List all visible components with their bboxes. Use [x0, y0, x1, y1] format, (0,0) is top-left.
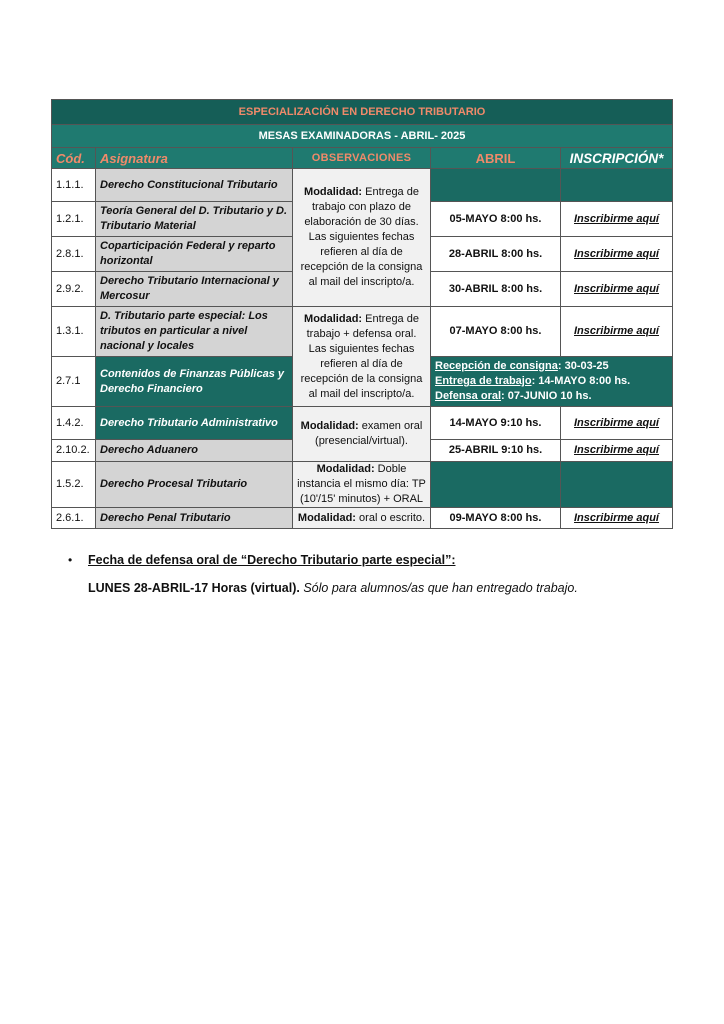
- obs-text: Doble instancia el mismo día: TP (10'/15' minutos) + ORAL: [297, 463, 426, 505]
- row-fecha: 05-MAYO 8:00 hs.: [431, 202, 561, 237]
- row-cod: 1.3.1.: [52, 307, 96, 357]
- obs-label: Modalidad:: [304, 312, 363, 325]
- row-cod: 2.8.1.: [52, 237, 96, 272]
- observaciones-group-3: [293, 407, 431, 462]
- row-fecha: 30-ABRIL 8:00 hs.: [431, 272, 561, 307]
- header-asignatura: Asignatura: [96, 148, 293, 169]
- recepcion-value: : 30-03-25: [557, 360, 609, 372]
- defensa-value: : 07-JUNIO 10 hs.: [501, 390, 592, 402]
- obs-text: Entrega de trabajo con plazo de elaboración de 30 días. Las siguientes fechas refieren al día de recepción de la consigna al mail del inscripto/a.: [300, 186, 423, 288]
- row-asignatura: Derecho Tributario Administrativo: [96, 407, 293, 440]
- row-cod: 1.1.1.: [52, 169, 96, 202]
- row-fecha: 28-ABRIL 8:00 hs.: [431, 237, 561, 272]
- table-row: [52, 169, 673, 202]
- row-cod: 2.9.2.: [52, 272, 96, 307]
- inscribirme-link[interactable]: Inscribirme aquí: [561, 407, 673, 440]
- inscribirme-link[interactable]: Inscribirme aquí: [561, 440, 673, 462]
- row-asignatura: Derecho Penal Tributario: [96, 508, 293, 529]
- table-row: [52, 508, 673, 529]
- table-row: [52, 307, 673, 357]
- row-asignatura: Contenidos de Finanzas Públicas y Derecho Financiero: [96, 357, 293, 407]
- row-cod: 1.4.2.: [52, 407, 96, 440]
- row-asignatura: D. Tributario parte especial: Los tributos en particular a nivel nacional y locales: [96, 307, 293, 357]
- exam-schedule-table: [51, 99, 673, 529]
- observaciones-group-1: [293, 169, 431, 307]
- inscribirme-link[interactable]: Inscribirme aquí: [561, 307, 673, 357]
- row-asignatura: Coparticipación Federal y reparto horizontal: [96, 237, 293, 272]
- obs-label: Modalidad:: [316, 463, 375, 475]
- inscribirme-link[interactable]: Inscribirme aquí: [561, 202, 673, 237]
- note-date: LUNES 28-ABRIL-17 Horas (virtual).: [88, 581, 300, 595]
- obs-label: Modalidad:: [300, 420, 359, 432]
- row-asignatura: Teoría General del D. Tributario y D. Tributario Material: [96, 202, 293, 237]
- row-asignatura: Derecho Tributario Internacional y Mercosur: [96, 272, 293, 307]
- inscribirme-link[interactable]: Inscribirme aquí: [561, 237, 673, 272]
- row-cod: 2.6.1.: [52, 508, 96, 529]
- table-row: [52, 462, 673, 508]
- row-asignatura: Derecho Aduanero: [96, 440, 293, 462]
- row-cod: 2.10.2.: [52, 440, 96, 462]
- obs-text: examen oral (presencial/virtual).: [315, 420, 423, 447]
- note-heading: Fecha de defensa oral de “Derecho Tributario parte especial”:: [88, 553, 456, 567]
- obs-text: Entrega de trabajo + defensa oral. Las siguientes fechas refieren al día de recepción de la consigna al mail del inscripto/a.: [300, 312, 423, 400]
- row-asignatura: Derecho Constitucional Tributario: [96, 169, 293, 202]
- row-fecha-empty: [431, 169, 561, 202]
- observaciones-group-2: [293, 307, 431, 407]
- row-fecha: 25-ABRIL 9:10 hs.: [431, 440, 561, 462]
- row-fecha: 07-MAYO 8:00 hs.: [431, 307, 561, 357]
- row-fecha-empty: [431, 462, 561, 508]
- header-abril: ABRIL: [431, 148, 561, 169]
- obs-text: oral o escrito.: [355, 511, 426, 524]
- row-cod: 1.2.1.: [52, 202, 96, 237]
- table-row: [52, 407, 673, 440]
- obs-label: Modalidad:: [297, 511, 356, 524]
- row-cod: 1.5.2.: [52, 462, 96, 508]
- inscribirme-link[interactable]: Inscribirme aquí: [561, 508, 673, 529]
- table-header-row: [52, 148, 673, 169]
- row-asignatura: Derecho Procesal Tributario: [96, 462, 293, 508]
- row-inscripcion-empty: [561, 169, 673, 202]
- row-cod: 2.7.1: [52, 357, 96, 407]
- note-detail: Sólo para alumnos/as que han entregado trabajo.: [299, 581, 578, 595]
- entrega-label: Entrega de trabajo: [435, 375, 532, 387]
- entrega-value: : 14-MAYO 8:00 hs.: [531, 375, 631, 387]
- row-fecha: 09-MAYO 8:00 hs.: [431, 508, 561, 529]
- recepcion-label: Recepción de consigna: [435, 360, 558, 372]
- bullet-icon: •: [68, 553, 73, 567]
- header-cod: Cód.: [52, 148, 96, 169]
- observaciones-group-5: [293, 508, 431, 529]
- row-inscripcion-empty: [561, 462, 673, 508]
- obs-label: Modalidad:: [304, 186, 363, 198]
- header-observaciones: OBSERVACIONES: [293, 148, 431, 169]
- table-title: ESPECIALIZACIÓN EN DERECHO TRIBUTARIO: [52, 100, 673, 125]
- note-detail-line: [88, 581, 578, 595]
- inscribirme-link[interactable]: Inscribirme aquí: [561, 272, 673, 307]
- observaciones-group-4: [293, 462, 431, 508]
- row-fecha: 14-MAYO 9:10 hs.: [431, 407, 561, 440]
- table-subtitle: MESAS EXAMINADORAS - ABRIL- 2025: [52, 125, 673, 148]
- defensa-label: Defensa oral: [435, 390, 502, 402]
- header-inscripcion: INSCRIPCIÓN*: [561, 148, 673, 169]
- finanzas-dates-notice: [431, 357, 673, 407]
